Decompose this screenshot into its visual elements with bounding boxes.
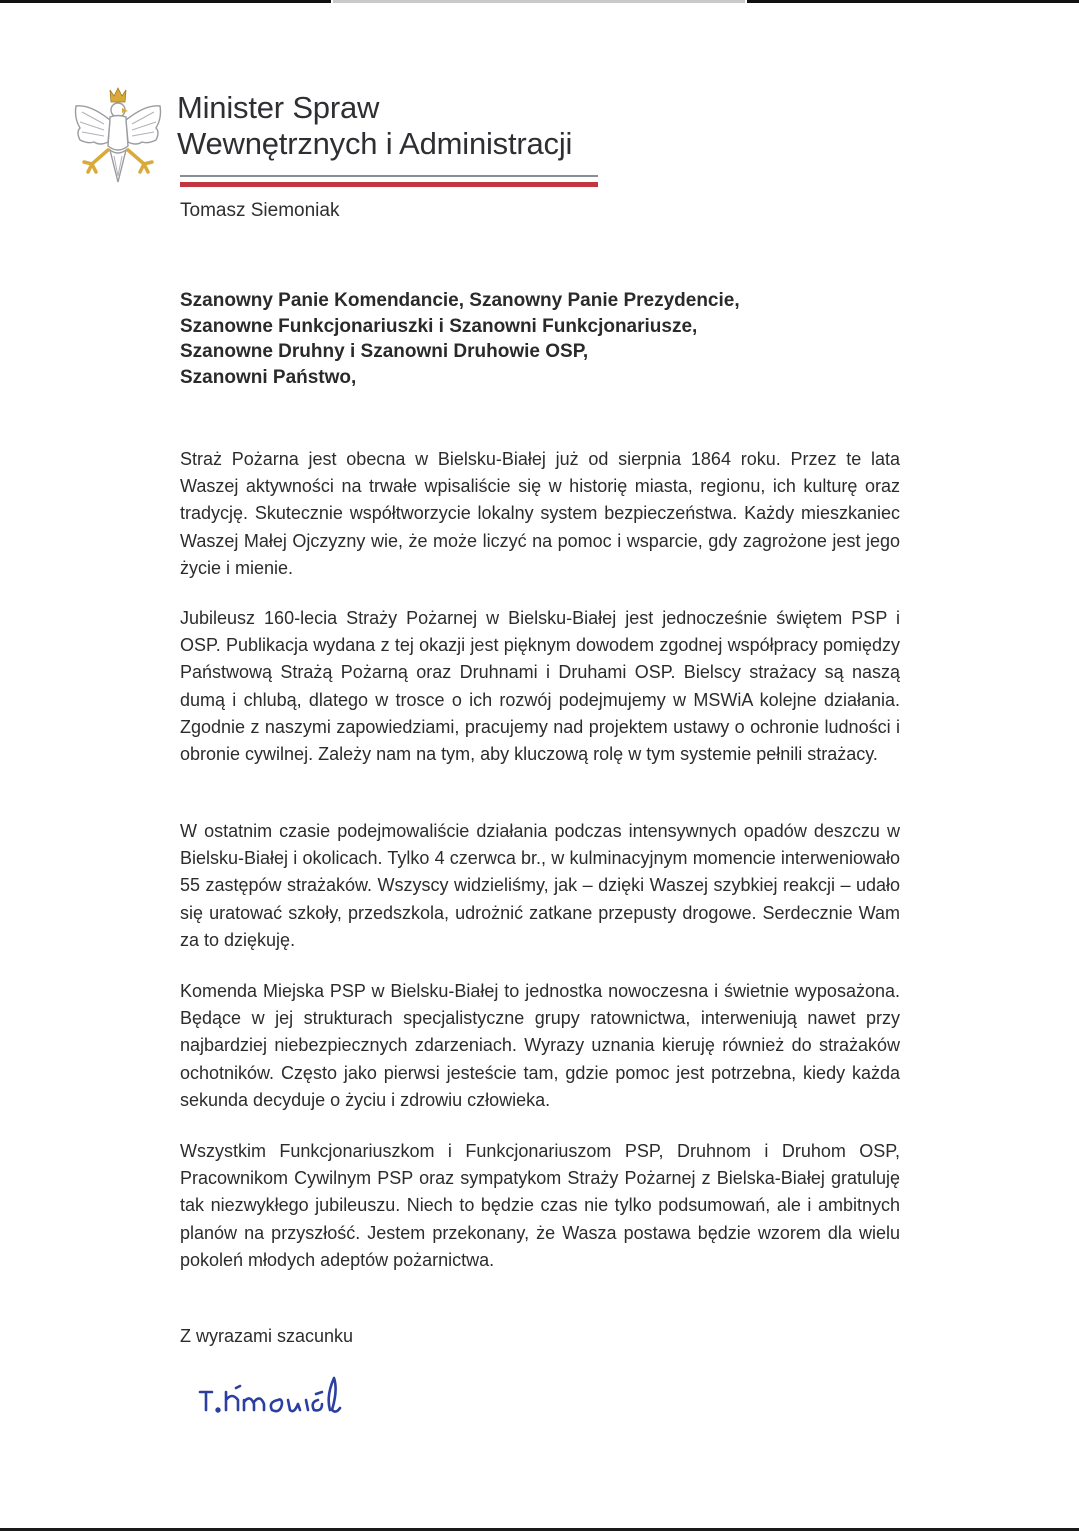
scan-top-border [0, 0, 1079, 3]
salutation-line: Szanowne Funkcjonariuszki i Szanowni Funkcjonariusze, [180, 315, 698, 337]
body-paragraph-5: Wszystkim Funkcjonariuszkom i Funkcjonariuszom PSP, Druhnom i Druhom OSP, Pracownikom Cywilnym PSP oraz sympatykom Straży Pożarnej z Bielska-Białej gratuluję tak niezwykłego jubileuszu. Niech to będzie czas nie tylko podsumowań, ale i ambitnych planów na przyszłość. Jestem przekonany, że Wasza postawa będzie wzorem dla wielu pokoleń młodych adeptów pożarnictwa. [180, 1141, 900, 1270]
polish-eagle-emblem-icon [70, 84, 166, 188]
letterhead-title [177, 90, 572, 162]
salutation-line: Szanowni Państwo, [180, 366, 357, 388]
body-paragraph-2: Jubileusz 160-lecia Straży Pożarnej w Bielsku-Białej jest jednocześnie świętem PSP i OSP. Publikacja wydana z tej okazji jest pięknym dowodem zgodnej współpracy pomiędzy Państwową Strażą Pożarną oraz Druhnami i Druhami OSP. Bielscy strażacy są naszą dumą i chlubą, dlatego w trosce o ich rozwój podejmujemy w MSWiA kolejne działania. Zgodnie z naszymi zapowiedziami, pracujemy nad projektem ustawy o ochronie ludności i obronie cywilnej. Zależy nam na tym, aby kluczową rolę w tym systemie pełnili strażacy. [180, 608, 900, 765]
top-border-left [0, 0, 331, 3]
letterhead-title-line2: Wewnętrznych i Administracji [177, 126, 573, 161]
letterhead-title-line1: Minister Spraw [177, 90, 380, 125]
handwritten-signature-icon [198, 1370, 388, 1430]
body-paragraph-1: Straż Pożarna jest obecna w Bielsku-Białej już od sierpnia 1864 roku. Przez te lata Waszej aktywności na trwałe wpisaliście się w historię miasta, regionu, ich kulturę oraz tradycję. Skutecznie współtworzycie lokalny system bezpieczeństwa. Każdy mieszkaniec Waszej Małej Ojczyzny wie, że może liczyć na pomoc i wsparcie, gdy zagrożone jest jego życie i mienie. [180, 449, 900, 578]
salutation-line: Szanowny Panie Komendancie, Szanowny Panie Prezydencie, [180, 290, 740, 311]
letterhead-gray-rule [180, 175, 598, 177]
letterhead-red-rule [180, 182, 598, 187]
closing-phrase: Z wyrazami szacunku [180, 1326, 354, 1346]
top-border-center [333, 0, 745, 3]
salutation [180, 288, 740, 390]
minister-name: Tomasz Siemoniak [180, 200, 340, 221]
body-paragraph-3: W ostatnim czasie podejmowaliście działania podczas intensywnych opadów deszczu w Bielsku-Białej i okolicach. Tylko 4 czerwca br., w kulminacyjnym momencie interweniowało 55 zastępów strażaków. Wszyscy widzieliśmy, jak – dzięki Waszej szybkiej reakcji – udało się uratować szkoły, przedszkola, udrożnić zatkane przepusty drogowe. Serdecznie Wam za to dziękuję. [180, 821, 900, 950]
body-paragraph-4: Komenda Miejska PSP w Bielsku-Białej to jednostka nowoczesna i świetnie wyposażona. Będące w jej strukturach specjalistyczne grupy ratownictwa, interweniują nawet przy najbardziej niebezpiecznych zdarzeniach. Wyrazy uznania kieruję również do strażaków ochotników. Często jako pierwsi jesteście tam, gdzie pomoc jest potrzebna, kiedy każda sekunda decyduje o życiu i zdrowiu człowieka. [180, 981, 900, 1110]
salutation-line: Szanowne Druhny i Szanowni Druhowie OSP, [180, 341, 589, 362]
top-border-right [747, 0, 1079, 3]
